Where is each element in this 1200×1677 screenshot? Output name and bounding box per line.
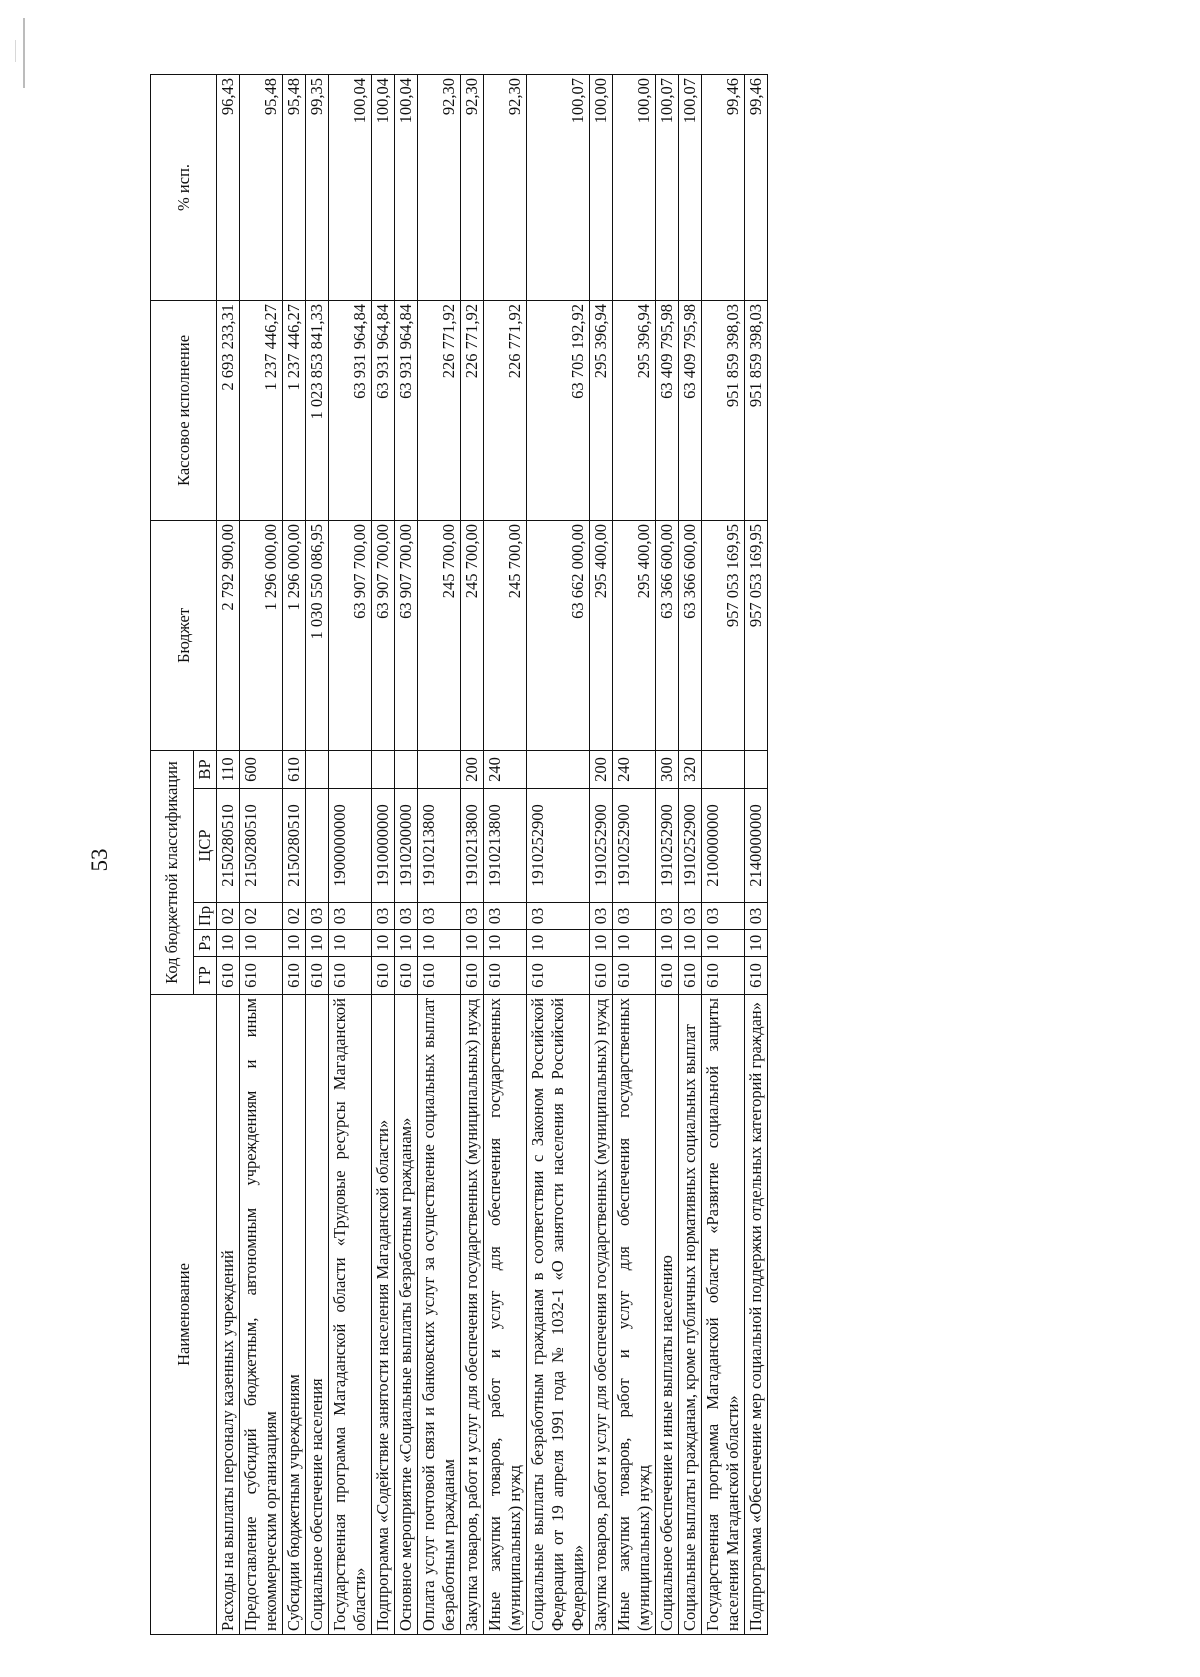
cell-csr: 1910252900 (656, 789, 679, 903)
cell-budget: 295 400,00 (613, 520, 656, 750)
cell-vr: 200 (590, 750, 613, 788)
table-row (329, 74, 372, 1634)
cell-name: Предоставление субсидий бюджетным, автономным учреждениям и иным некоммерческим организациям (240, 995, 283, 1635)
cell-pr: 02 (283, 903, 306, 930)
cell-gr: 610 (372, 957, 395, 995)
cell-name: Социальные выплаты гражданам, кроме публичных нормативных социальных выплат (679, 995, 702, 1635)
cell-budget: 63 907 700,00 (395, 520, 418, 750)
cell-gr: 610 (745, 957, 768, 995)
cell-pct: 99,46 (702, 74, 745, 300)
cell-pr: 03 (527, 903, 590, 930)
cell-gr: 610 (217, 957, 240, 995)
cell-rz: 10 (702, 930, 745, 957)
table-body (217, 74, 768, 1634)
cell-pct: 92,30 (484, 74, 527, 300)
cell-budget: 1 030 550 086,95 (306, 520, 329, 750)
cell-rz: 10 (283, 930, 306, 957)
cell-csr: 2150280510 (283, 789, 306, 903)
cell-rz: 10 (679, 930, 702, 957)
cell-cash: 63 409 795,98 (656, 300, 679, 520)
scan-margin-mark-small (15, 40, 16, 62)
cell-vr (306, 750, 329, 788)
header-code-group: Код бюджетной классификации (151, 750, 194, 994)
table-row (418, 74, 461, 1634)
header-name: Наименование (151, 995, 217, 1635)
cell-cash: 1 237 446,27 (240, 300, 283, 520)
cell-csr: 1910000000 (372, 789, 395, 903)
cell-name: Иные закупки товаров, работ и услуг для обеспечения государственных (муниципальных) нужд (613, 995, 656, 1635)
cell-pct: 95,48 (240, 74, 283, 300)
cell-gr: 610 (418, 957, 461, 995)
cell-name: Социальное обеспечение населения (306, 995, 329, 1635)
cell-pr: 03 (590, 903, 613, 930)
cell-pr: 03 (484, 903, 527, 930)
cell-budget: 63 366 600,00 (656, 520, 679, 750)
cell-budget: 295 400,00 (590, 520, 613, 750)
cell-rz: 10 (745, 930, 768, 957)
cell-rz: 10 (461, 930, 484, 957)
budget-table (150, 74, 768, 1635)
cell-rz: 10 (240, 930, 283, 957)
cell-csr: 2140000000 (745, 789, 768, 903)
header-pct: % исп. (151, 74, 217, 300)
cell-budget: 2 792 900,00 (217, 520, 240, 750)
table-row (484, 74, 527, 1634)
cell-pr: 03 (329, 903, 372, 930)
cell-pct: 99,35 (306, 74, 329, 300)
cell-gr: 610 (527, 957, 590, 995)
cell-rz: 10 (613, 930, 656, 957)
cell-pr: 03 (656, 903, 679, 930)
table-row (395, 74, 418, 1634)
cell-name: Расходы на выплаты персоналу казенных учреждений (217, 995, 240, 1635)
cell-rz: 10 (590, 930, 613, 957)
cell-rz: 10 (306, 930, 329, 957)
cell-budget: 957 053 169,95 (702, 520, 745, 750)
cell-name: Государственная программа Магаданской области «Трудовые ресурсы Магаданской области» (329, 995, 372, 1635)
cell-gr: 610 (656, 957, 679, 995)
cell-csr: 2150280510 (217, 789, 240, 903)
cell-cash: 226 771,92 (461, 300, 484, 520)
cell-pct: 92,30 (461, 74, 484, 300)
table-row (613, 74, 656, 1634)
table-row (656, 74, 679, 1634)
cell-cash: 63 931 964,84 (329, 300, 372, 520)
cell-csr: 2150280510 (240, 789, 283, 903)
cell-csr: 1910252900 (527, 789, 590, 903)
cell-vr: 240 (484, 750, 527, 788)
cell-csr: 1900000000 (329, 789, 372, 903)
cell-vr (395, 750, 418, 788)
cell-gr: 610 (702, 957, 745, 995)
table-row (217, 74, 240, 1634)
header-rz: Рз (194, 930, 217, 957)
cell-pr: 03 (372, 903, 395, 930)
cell-budget: 63 907 700,00 (329, 520, 372, 750)
cell-budget: 245 700,00 (484, 520, 527, 750)
cell-budget: 1 296 000,00 (240, 520, 283, 750)
cell-pct: 100,00 (613, 74, 656, 300)
cell-cash: 63 931 964,84 (395, 300, 418, 520)
header-csr: ЦСР (194, 789, 217, 903)
cell-name: Подпрограмма «Обеспечение мер социальной поддержки отдельных категорий граждан» (745, 995, 768, 1635)
cell-gr: 610 (679, 957, 702, 995)
cell-pr: 03 (702, 903, 745, 930)
cell-name: Субсидии бюджетным учреждениям (283, 995, 306, 1635)
cell-cash: 951 859 398,03 (745, 300, 768, 520)
cell-vr (329, 750, 372, 788)
cell-pct: 100,04 (372, 74, 395, 300)
cell-budget: 1 296 000,00 (283, 520, 306, 750)
cell-pct: 100,04 (329, 74, 372, 300)
cell-cash: 2 693 233,31 (217, 300, 240, 520)
cell-csr: 1910213800 (461, 789, 484, 903)
cell-budget: 63 366 600,00 (679, 520, 702, 750)
cell-name: Подпрограмма «Содействие занятости населения Магаданской области» (372, 995, 395, 1635)
scan-margin-mark (23, 18, 25, 88)
cell-csr: 2100000000 (702, 789, 745, 903)
cell-vr: 320 (679, 750, 702, 788)
cell-pct: 100,04 (395, 74, 418, 300)
cell-gr: 610 (590, 957, 613, 995)
cell-gr: 610 (613, 957, 656, 995)
cell-cash: 295 396,94 (590, 300, 613, 520)
cell-gr: 610 (395, 957, 418, 995)
cell-name: Основное мероприятие «Социальные выплаты безработным гражданам» (395, 995, 418, 1635)
cell-vr (418, 750, 461, 788)
cell-vr: 600 (240, 750, 283, 788)
cell-rz: 10 (656, 930, 679, 957)
cell-rz: 10 (217, 930, 240, 957)
cell-pr: 02 (240, 903, 283, 930)
cell-name: Социальное обеспечение и иные выплаты населению (656, 995, 679, 1635)
cell-pct: 92,30 (418, 74, 461, 300)
cell-csr: 1910200000 (395, 789, 418, 903)
cell-pct: 100,00 (590, 74, 613, 300)
table-row (283, 74, 306, 1634)
cell-vr (745, 750, 768, 788)
cell-vr: 110 (217, 750, 240, 788)
cell-csr: 1910252900 (590, 789, 613, 903)
cell-name: Иные закупки товаров, работ и услуг для обеспечения государственных (муниципальных) нужд (484, 995, 527, 1635)
cell-pct: 96,43 (217, 74, 240, 300)
cell-pr: 02 (217, 903, 240, 930)
cell-cash: 951 859 398,03 (702, 300, 745, 520)
cell-cash: 63 409 795,98 (679, 300, 702, 520)
cell-name: Социальные выплаты безработным гражданам в соответствии с Законом Российской Федерации от 19 апреля 1991 года № 1032-1 «О занятости населения в Российской Федерации» (527, 995, 590, 1635)
cell-budget: 245 700,00 (461, 520, 484, 750)
cell-cash: 63 705 192,92 (527, 300, 590, 520)
cell-pct: 100,07 (679, 74, 702, 300)
header-vr: ВР (194, 750, 217, 788)
table-row (702, 74, 745, 1634)
table-row (240, 74, 283, 1634)
cell-pr: 03 (745, 903, 768, 930)
cell-budget: 245 700,00 (418, 520, 461, 750)
cell-cash: 1 237 446,27 (283, 300, 306, 520)
cell-vr (527, 750, 590, 788)
rotated-table-container (150, 75, 1150, 1635)
cell-cash: 226 771,92 (418, 300, 461, 520)
table-row (679, 74, 702, 1634)
cell-name: Государственная программа Магаданской области «Развитие социальной защиты населения Магаданской области» (702, 995, 745, 1635)
cell-pct: 100,07 (656, 74, 679, 300)
cell-gr: 610 (240, 957, 283, 995)
cell-name: Закупка товаров, работ и услуг для обеспечения государственных (муниципальных) нужд (461, 995, 484, 1635)
header-pr: Пр (194, 903, 217, 930)
header-budget: Бюджет (151, 520, 217, 750)
cell-gr: 610 (283, 957, 306, 995)
cell-budget: 63 662 000,00 (527, 520, 590, 750)
table-row (745, 74, 768, 1634)
cell-gr: 610 (461, 957, 484, 995)
cell-budget: 957 053 169,95 (745, 520, 768, 750)
cell-pr: 03 (395, 903, 418, 930)
cell-vr: 200 (461, 750, 484, 788)
cell-name: Закупка товаров, работ и услуг для обеспечения государственных (муниципальных) нужд (590, 995, 613, 1635)
cell-cash: 1 023 853 841,33 (306, 300, 329, 520)
cell-pr: 03 (613, 903, 656, 930)
cell-gr: 610 (484, 957, 527, 995)
cell-gr: 610 (306, 957, 329, 995)
header-cash: Кассовое исполнение (151, 300, 217, 520)
table-header (151, 74, 217, 1634)
table-row (590, 74, 613, 1634)
cell-vr (702, 750, 745, 788)
table-row (461, 74, 484, 1634)
cell-rz: 10 (372, 930, 395, 957)
cell-pct: 95,48 (283, 74, 306, 300)
cell-pr: 03 (418, 903, 461, 930)
cell-name: Оплата услуг почтовой связи и банковских услуг за осуществление социальных выплат безработным гражданам (418, 995, 461, 1635)
cell-vr: 240 (613, 750, 656, 788)
table-row (527, 74, 590, 1634)
cell-vr (372, 750, 395, 788)
cell-csr: 1910252900 (613, 789, 656, 903)
cell-gr: 610 (329, 957, 372, 995)
cell-pct: 99,46 (745, 74, 768, 300)
cell-cash: 295 396,94 (613, 300, 656, 520)
cell-pr: 03 (461, 903, 484, 930)
cell-csr: 1910213800 (484, 789, 527, 903)
cell-budget: 63 907 700,00 (372, 520, 395, 750)
cell-csr: 1910252900 (679, 789, 702, 903)
page-number: 53 (87, 848, 112, 872)
cell-pct: 100,07 (527, 74, 590, 300)
cell-rz: 10 (329, 930, 372, 957)
cell-csr: 1910213800 (418, 789, 461, 903)
table-row (372, 74, 395, 1634)
table-row (306, 74, 329, 1634)
header-gr: ГР (194, 957, 217, 995)
cell-rz: 10 (418, 930, 461, 957)
cell-cash: 63 931 964,84 (372, 300, 395, 520)
cell-vr: 610 (283, 750, 306, 788)
cell-pr: 03 (679, 903, 702, 930)
cell-rz: 10 (484, 930, 527, 957)
cell-cash: 226 771,92 (484, 300, 527, 520)
cell-rz: 10 (395, 930, 418, 957)
cell-vr: 300 (656, 750, 679, 788)
cell-pr: 03 (306, 903, 329, 930)
cell-rz: 10 (527, 930, 590, 957)
cell-csr (306, 789, 329, 903)
